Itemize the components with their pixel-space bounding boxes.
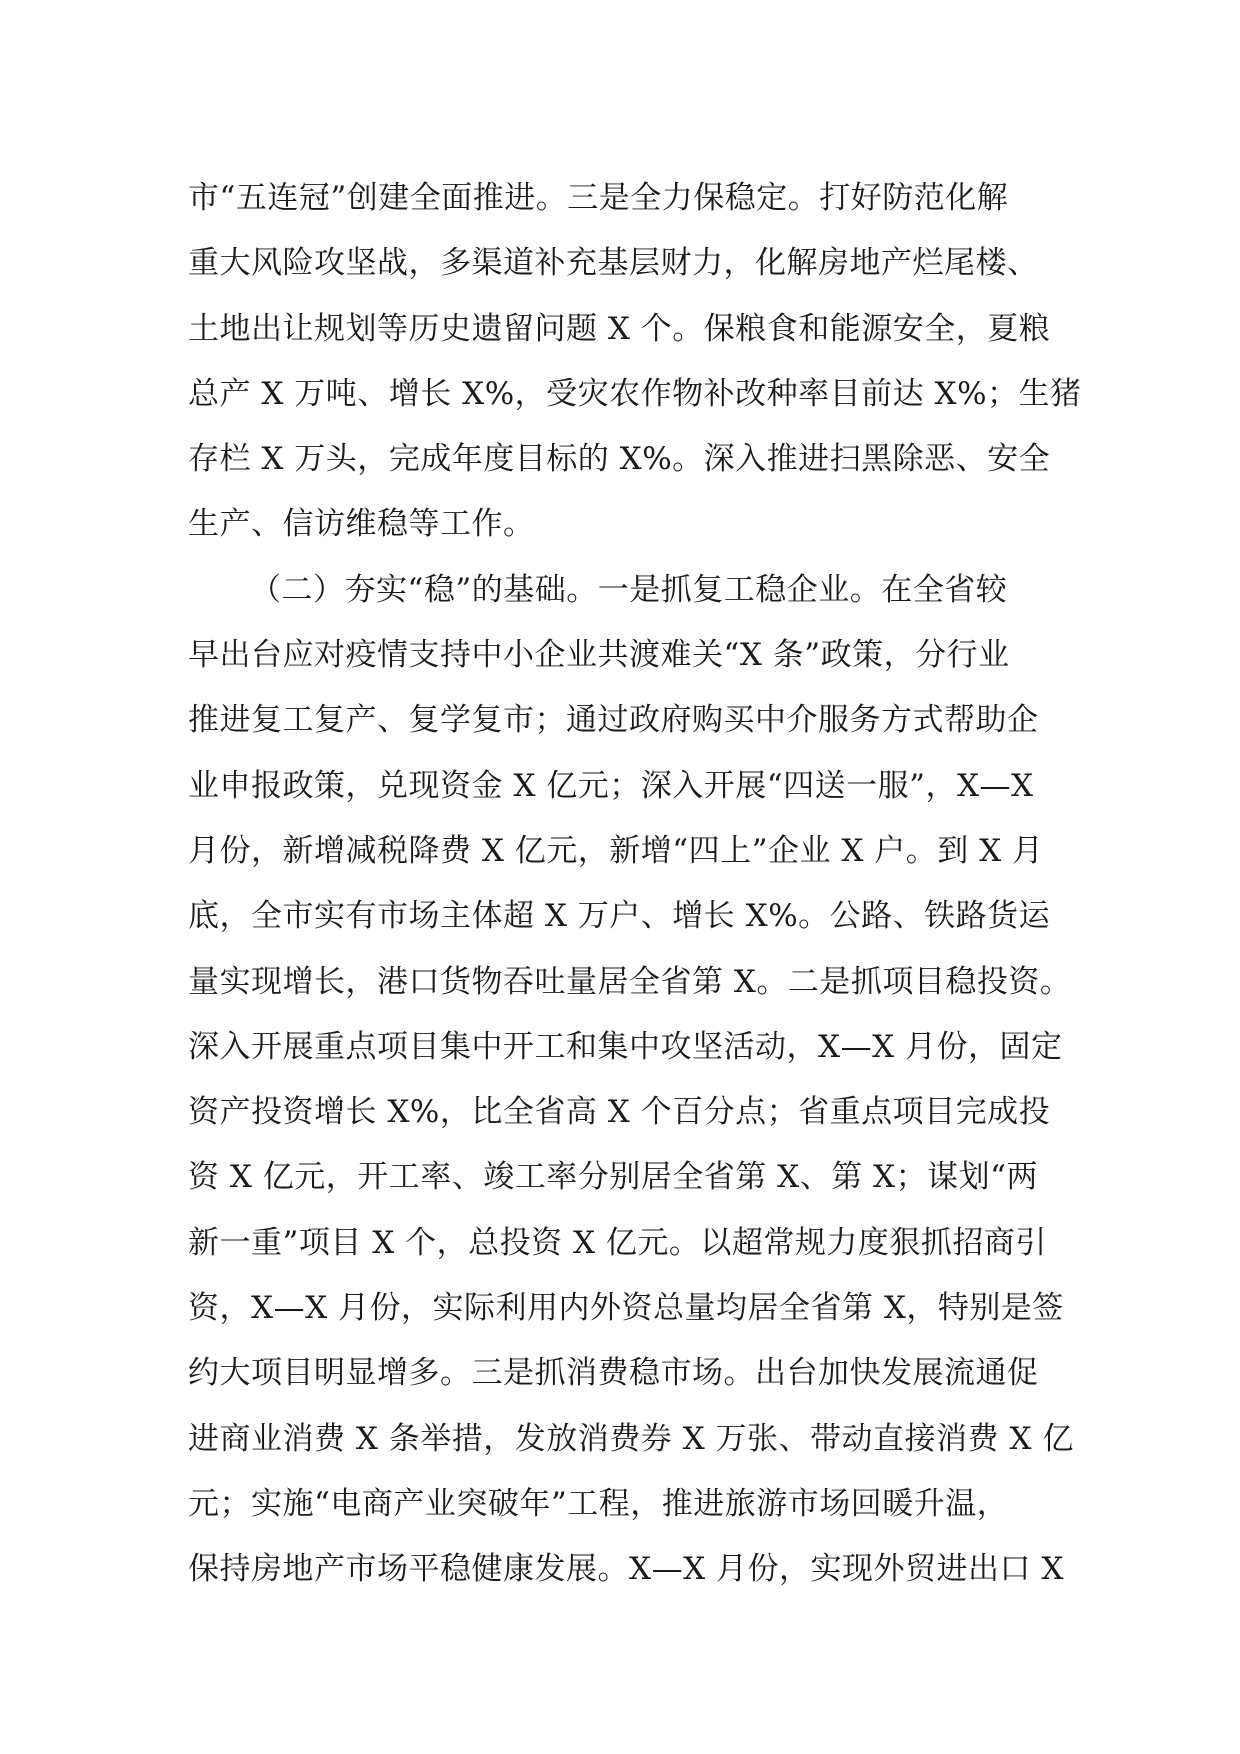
text-line: 重大风险攻坚战，多渠道补充基层财力，化解房地产烂尾楼、 [188, 245, 1039, 282]
text-line: 保持房地产市场平稳健康发展。X—X 月份，实现外贸进出口 X [188, 1551, 1064, 1588]
text-line: 进商业消费 X 条举措，发放消费券 X 万张、带动直接消费 X 亿 [188, 1420, 1074, 1457]
text-line: 新一重”项目 X 个，总投资 X 亿元。以超常规力度狠抓招商引 [188, 1224, 1047, 1261]
body-text [188, 166, 1082, 1603]
text-line: 资 X 亿元，开工率、竣工率分别居全省第 X、第 X；谋划“两 [188, 1159, 1038, 1196]
text-line: 业申报政策，兑现资金 X 亿元；深入开展“四送一服”，X—X [188, 767, 1034, 804]
text-line: 量实现增长，港口货物吞吐量居全省第 X。二是抓项目稳投资。 [188, 963, 1072, 1000]
text-line: 推进复工复产、复学复市；通过政府购买中介服务方式帮助企 [188, 702, 1039, 739]
text-line: 约大项目明显增多。三是抓消费稳市场。出台加快发展流通促 [188, 1355, 1039, 1392]
text-line: 资，X—X 月份，实际利用内外资总量均居全省第 X，特别是签 [188, 1290, 1064, 1327]
text-line: 元；实施“电商产业突破年”工程，推进旅游市场回暖升温， [188, 1485, 1009, 1522]
text-line: 早出台应对疫情支持中小企业共渡难关“X 条”政策，分行业 [188, 637, 1010, 674]
text-line: 资产投资增长 X%，比全省高 X 个百分点；省重点项目完成投 [188, 1094, 1051, 1131]
section-heading-line: （二）夯实“稳”的基础。一是抓复工稳企业。在全省较 [250, 571, 1008, 608]
text-line: 生产、信访维稳等工作。 [188, 506, 535, 543]
text-line: 深入开展重点项目集中开工和集中攻坚活动，X—X 月份，固定 [188, 1028, 1063, 1065]
text-line: 月份，新增减税降费 X 亿元，新增“四上”企业 X 户。到 X 月 [188, 832, 1044, 869]
text-line: 底，全市实有市场主体超 X 万户、增长 X%。公路、铁路货运 [188, 898, 1051, 935]
text-line: 存栏 X 万头，完成年度目标的 X%。深入推进扫黑除恶、安全 [188, 441, 1051, 478]
text-line: 市“五连冠”创建全面推进。三是全力保稳定。打好防范化解 [188, 180, 1009, 216]
text-line: 总产 X 万吨、增长 X%，受灾农作物补改种率目前达 X%；生猪 [188, 375, 1082, 412]
text-line: 土地出让规划等历史遗留问题 X 个。保粮食和能源安全，夏粮 [188, 310, 1051, 347]
